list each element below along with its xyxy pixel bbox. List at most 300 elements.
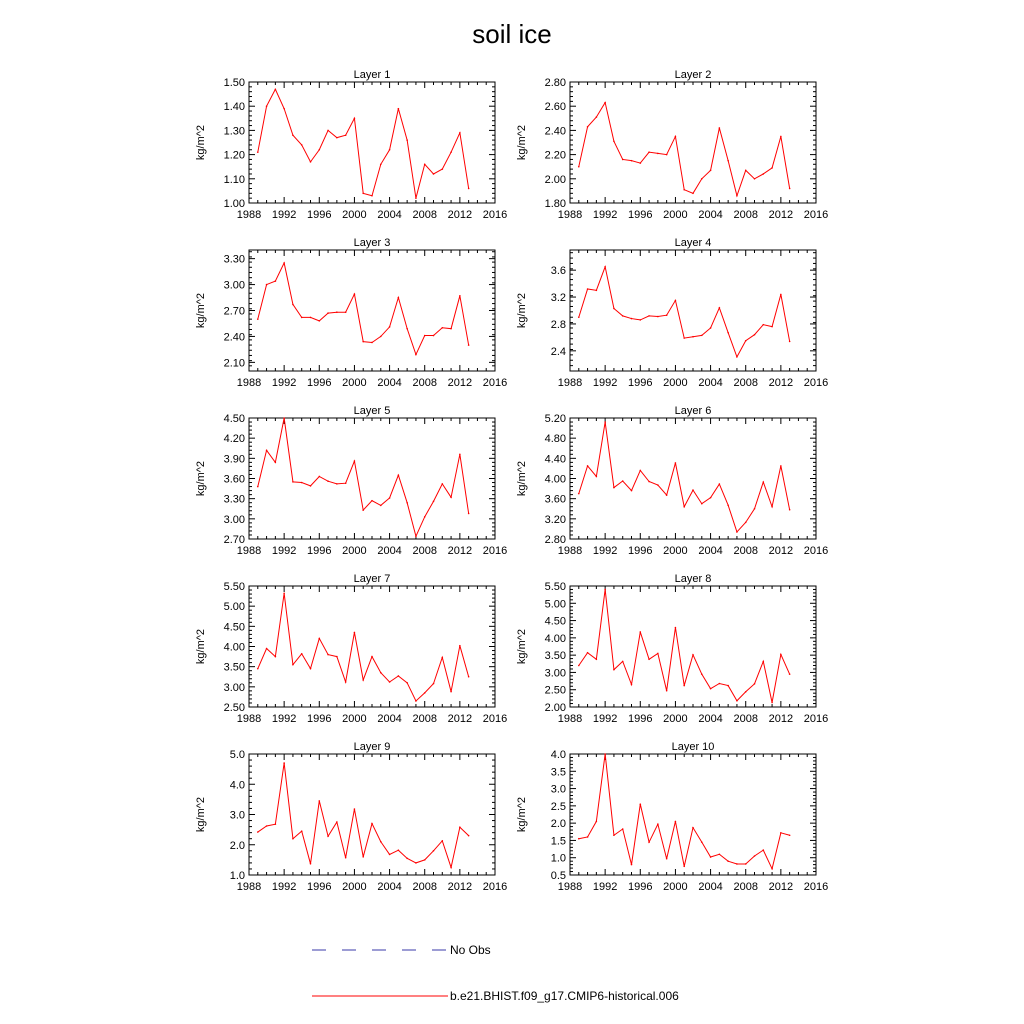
y-axis-label: kg/m^2 [195, 460, 207, 497]
data-point [266, 284, 268, 286]
data-point [675, 627, 677, 629]
y-tick-label: 5.00 [544, 598, 566, 611]
data-point [683, 685, 685, 687]
y-tick-label: 3.00 [544, 667, 566, 680]
y-tick-label: 5.50 [223, 581, 245, 593]
data-point [354, 118, 356, 120]
y-axis-label: kg/m^2 [195, 796, 207, 833]
data-point [371, 823, 373, 825]
data-point [292, 838, 294, 840]
data-point [292, 134, 294, 136]
plot-frame [570, 250, 816, 371]
data-point [433, 683, 435, 685]
series-line [258, 593, 469, 701]
data-point [754, 683, 756, 685]
x-tick-label: 1992 [592, 209, 618, 221]
data-point [789, 673, 791, 675]
data-point [468, 513, 470, 515]
x-tick-label: 2008 [412, 713, 437, 725]
chart-panel-layer-6 [516, 405, 828, 557]
x-tick-label: 1988 [236, 881, 262, 893]
data-point [710, 688, 712, 690]
legend [312, 943, 679, 1003]
data-point [362, 856, 364, 858]
data-point [604, 421, 606, 423]
data-point [719, 307, 721, 309]
data-point [736, 531, 738, 533]
data-point [424, 163, 426, 165]
x-tick-label: 2004 [377, 377, 402, 389]
data-point [657, 153, 659, 155]
y-tick-label: 1.0 [229, 870, 245, 882]
data-point [310, 317, 312, 319]
plot-frame [249, 82, 495, 203]
x-tick-label: 2016 [482, 713, 508, 725]
x-tick-label: 1992 [271, 377, 297, 389]
y-axis-label: kg/m^2 [516, 124, 528, 161]
chart-panel-layer-1 [195, 69, 507, 221]
data-point [450, 151, 452, 153]
x-tick-label: 2012 [768, 881, 794, 893]
data-point [736, 700, 738, 702]
data-point [266, 105, 268, 107]
x-tick-label: 2012 [768, 545, 794, 557]
x-tick-label: 2008 [733, 545, 758, 557]
x-tick-label: 2004 [698, 377, 723, 389]
data-point [380, 505, 382, 507]
x-tick-label: 2016 [803, 209, 829, 221]
data-point [318, 320, 320, 322]
data-point [771, 868, 773, 870]
y-tick-label: 1.20 [223, 149, 245, 162]
data-point [692, 336, 694, 338]
y-tick-label: 2.40 [223, 331, 245, 344]
y-tick-label: 2.10 [223, 357, 245, 370]
x-tick-label: 2016 [803, 377, 829, 389]
y-tick-label: 3.60 [544, 493, 566, 506]
y-tick-label: 1.50 [223, 77, 245, 89]
data-point [701, 503, 703, 505]
data-point [301, 653, 303, 655]
panel-title: Layer 2 [674, 69, 712, 81]
data-point [336, 656, 338, 658]
data-point [771, 702, 773, 704]
x-tick-label: 2000 [342, 881, 367, 893]
data-point [301, 830, 303, 832]
data-point [639, 319, 641, 321]
y-axis-label: kg/m^2 [516, 460, 528, 497]
series-line [579, 754, 790, 869]
x-tick-label: 2000 [663, 545, 688, 557]
data-point [415, 354, 417, 356]
data-point [631, 160, 633, 162]
data-point [345, 482, 347, 484]
x-tick-label: 1992 [592, 377, 618, 389]
data-point [675, 136, 677, 138]
data-point [433, 173, 435, 175]
data-point [257, 151, 259, 153]
data-point [604, 266, 606, 268]
y-tick-label: 4.00 [223, 641, 245, 654]
data-point [283, 108, 285, 110]
y-tick-label: 4.0 [550, 749, 566, 761]
series-line [258, 89, 469, 198]
data-point [596, 290, 598, 292]
y-tick-label: 3.60 [223, 473, 245, 486]
series-line [258, 418, 469, 536]
data-point [389, 497, 391, 499]
y-tick-label: 3.0 [550, 783, 566, 796]
series-line [579, 422, 790, 532]
data-point [710, 856, 712, 858]
data-point [459, 826, 461, 828]
data-point [459, 645, 461, 647]
data-point [596, 116, 598, 118]
y-axis-label: kg/m^2 [195, 124, 207, 161]
y-axis-label: kg/m^2 [195, 628, 207, 665]
x-tick-label: 1988 [557, 713, 583, 725]
x-tick-label: 2012 [447, 881, 473, 893]
y-tick-label: 1.10 [223, 173, 245, 186]
data-point [675, 300, 677, 302]
y-tick-label: 1.00 [223, 198, 245, 210]
data-point [622, 315, 624, 317]
data-point [468, 676, 470, 678]
panel-title: Layer 3 [353, 237, 391, 249]
data-point [789, 188, 791, 190]
panel-title: Layer 7 [353, 573, 391, 585]
data-point [398, 474, 400, 476]
y-tick-label: 3.6 [550, 265, 566, 278]
x-tick-label: 2016 [482, 545, 508, 557]
y-tick-label: 4.40 [544, 453, 566, 466]
x-tick-label: 2004 [698, 545, 723, 557]
data-point [736, 195, 738, 197]
figure-title: soil ice [472, 19, 552, 49]
x-tick-label: 1992 [271, 545, 297, 557]
data-point [424, 516, 426, 518]
data-point [371, 500, 373, 502]
data-point [648, 151, 650, 153]
plot-frame [249, 754, 495, 875]
data-point [587, 288, 589, 290]
data-point [675, 821, 677, 823]
x-tick-label: 1992 [592, 713, 618, 725]
data-point [398, 297, 400, 299]
data-point [587, 652, 589, 654]
data-point [701, 673, 703, 675]
data-point [692, 827, 694, 829]
y-tick-label: 3.00 [223, 279, 245, 292]
x-tick-label: 1992 [271, 713, 297, 725]
chart-panel-layer-2 [516, 69, 828, 221]
y-tick-label: 2.8 [550, 318, 566, 331]
data-point [727, 504, 729, 506]
chart-panel-layer-10 [516, 741, 828, 893]
x-tick-label: 2008 [412, 545, 437, 557]
y-tick-label: 3.00 [223, 513, 245, 526]
data-point [292, 481, 294, 483]
data-point [257, 668, 259, 670]
data-point [604, 102, 606, 104]
x-tick-label: 2004 [698, 209, 723, 221]
data-point [380, 336, 382, 338]
data-point [327, 130, 329, 132]
data-point [371, 195, 373, 197]
data-point [362, 679, 364, 681]
data-point [433, 501, 435, 503]
data-point [450, 691, 452, 693]
y-tick-label: 2.40 [544, 125, 566, 138]
x-tick-label: 1988 [557, 209, 583, 221]
y-tick-label: 4.50 [544, 615, 566, 628]
x-tick-label: 1988 [236, 209, 262, 221]
data-point [631, 318, 633, 320]
data-point [415, 197, 417, 199]
data-point [789, 834, 791, 836]
data-point [745, 340, 747, 342]
x-tick-label: 1988 [557, 377, 583, 389]
data-point [380, 672, 382, 674]
y-tick-label: 5.00 [223, 601, 245, 614]
x-tick-label: 1996 [628, 377, 653, 389]
data-point [354, 293, 356, 295]
y-tick-label: 1.80 [544, 198, 566, 210]
data-point [371, 342, 373, 344]
y-tick-label: 5.0 [229, 749, 245, 761]
data-point [406, 858, 408, 860]
data-point [727, 160, 729, 162]
data-point [354, 808, 356, 810]
data-point [310, 485, 312, 487]
data-point [345, 681, 347, 683]
data-point [710, 497, 712, 499]
x-tick-label: 2000 [342, 713, 367, 725]
x-tick-label: 2008 [733, 881, 758, 893]
data-point [450, 497, 452, 499]
data-point [406, 139, 408, 141]
y-tick-label: 4.50 [223, 621, 245, 634]
data-point [406, 502, 408, 504]
y-tick-label: 3.30 [223, 253, 245, 266]
panel-title: Layer 6 [674, 405, 712, 417]
x-tick-label: 2000 [663, 881, 688, 893]
data-point [771, 326, 773, 328]
data-point [789, 341, 791, 343]
data-point [283, 417, 285, 419]
x-tick-label: 1992 [592, 545, 618, 557]
data-point [266, 449, 268, 451]
x-tick-label: 2016 [803, 545, 829, 557]
data-point [468, 188, 470, 190]
data-point [719, 483, 721, 485]
data-point [613, 487, 615, 489]
data-point [762, 849, 764, 851]
y-tick-label: 2.20 [544, 149, 566, 162]
data-point [336, 137, 338, 139]
chart-panel-layer-7 [195, 573, 507, 725]
data-point [459, 454, 461, 456]
y-tick-label: 5.50 [544, 581, 566, 593]
data-point [587, 836, 589, 838]
data-point [318, 638, 320, 640]
x-tick-label: 2016 [482, 881, 508, 893]
data-point [639, 470, 641, 472]
x-tick-label: 1988 [236, 377, 262, 389]
data-point [683, 506, 685, 508]
data-point [310, 668, 312, 670]
panel-title: Layer 10 [671, 741, 715, 753]
x-tick-label: 2016 [803, 881, 829, 893]
data-point [362, 509, 364, 511]
y-tick-label: 4.20 [223, 433, 245, 446]
data-point [327, 654, 329, 656]
y-tick-label: 5.20 [544, 413, 566, 425]
x-tick-label: 2000 [342, 209, 367, 221]
y-tick-label: 4.00 [544, 473, 566, 486]
data-point [648, 315, 650, 317]
data-point [362, 341, 364, 343]
data-point [639, 803, 641, 805]
x-tick-label: 2000 [663, 713, 688, 725]
data-point [336, 311, 338, 313]
data-point [275, 280, 277, 282]
data-point [701, 841, 703, 843]
data-point [754, 334, 756, 336]
data-point [631, 864, 633, 866]
data-point [415, 700, 417, 702]
data-point [657, 823, 659, 825]
data-point [710, 327, 712, 329]
x-tick-label: 2012 [447, 713, 473, 725]
data-point [719, 853, 721, 855]
data-point [762, 661, 764, 663]
y-tick-label: 3.30 [223, 493, 245, 506]
data-point [318, 476, 320, 478]
data-point [292, 664, 294, 666]
data-point [389, 149, 391, 151]
data-point [301, 144, 303, 146]
y-tick-label: 3.5 [550, 766, 566, 779]
data-point [424, 859, 426, 861]
data-point [441, 840, 443, 842]
x-tick-label: 2004 [698, 713, 723, 725]
y-tick-label: 0.5 [550, 870, 566, 882]
data-point [648, 841, 650, 843]
data-point [459, 295, 461, 297]
panel-title: Layer 4 [674, 237, 712, 249]
data-point [336, 821, 338, 823]
data-point [745, 170, 747, 172]
y-tick-label: 2.70 [223, 305, 245, 318]
x-tick-label: 2004 [377, 713, 402, 725]
data-point [257, 831, 259, 833]
chart-panel-layer-9 [195, 741, 507, 893]
y-tick-label: 2.4 [550, 345, 566, 358]
data-point [301, 317, 303, 319]
data-point [771, 167, 773, 169]
x-tick-label: 2000 [342, 545, 367, 557]
panel-title: Layer 9 [353, 741, 391, 753]
data-point [657, 653, 659, 655]
data-point [336, 483, 338, 485]
y-tick-label: 3.90 [223, 453, 245, 466]
x-tick-label: 2000 [663, 209, 688, 221]
data-point [762, 324, 764, 326]
x-tick-label: 2016 [803, 713, 829, 725]
x-tick-label: 1996 [628, 881, 653, 893]
data-point [745, 863, 747, 865]
x-tick-label: 1996 [628, 545, 653, 557]
data-point [318, 800, 320, 802]
data-point [389, 681, 391, 683]
data-point [398, 108, 400, 110]
x-tick-label: 2008 [412, 209, 437, 221]
data-point [587, 465, 589, 467]
data-point [631, 684, 633, 686]
data-point [736, 863, 738, 865]
data-point [745, 522, 747, 524]
data-point [666, 154, 668, 156]
y-tick-label: 3.2 [550, 292, 566, 305]
data-point [275, 823, 277, 825]
y-tick-label: 2.00 [544, 702, 566, 714]
data-point [266, 825, 268, 827]
data-point [406, 328, 408, 330]
data-point [450, 328, 452, 330]
plot-frame [249, 418, 495, 539]
y-axis-label: kg/m^2 [195, 292, 207, 329]
data-point [310, 161, 312, 163]
data-point [389, 326, 391, 328]
data-point [468, 835, 470, 837]
x-tick-label: 2004 [377, 209, 402, 221]
data-point [275, 656, 277, 658]
data-point [450, 867, 452, 869]
data-point [283, 592, 285, 594]
data-point [301, 482, 303, 484]
data-point [622, 828, 624, 830]
y-tick-label: 4.80 [544, 433, 566, 446]
y-tick-label: 2.80 [544, 534, 566, 546]
data-point [441, 327, 443, 329]
x-tick-label: 2012 [447, 545, 473, 557]
data-point [398, 675, 400, 677]
data-point [692, 193, 694, 195]
data-point [613, 140, 615, 142]
y-tick-label: 1.0 [550, 852, 566, 865]
x-tick-label: 1992 [271, 209, 297, 221]
data-point [380, 163, 382, 165]
y-tick-label: 4.00 [544, 632, 566, 645]
data-point [683, 189, 685, 191]
data-point [578, 166, 580, 168]
data-point [780, 136, 782, 138]
x-tick-label: 2000 [342, 377, 367, 389]
x-tick-label: 2004 [377, 545, 402, 557]
data-point [622, 480, 624, 482]
data-point [631, 490, 633, 492]
y-tick-label: 3.50 [223, 661, 245, 674]
y-tick-label: 2.50 [223, 702, 245, 714]
data-point [719, 127, 721, 129]
data-point [415, 862, 417, 864]
x-tick-label: 1988 [557, 545, 583, 557]
data-point [283, 262, 285, 264]
plot-frame [249, 250, 495, 371]
data-point [292, 304, 294, 306]
x-tick-label: 2012 [768, 713, 794, 725]
